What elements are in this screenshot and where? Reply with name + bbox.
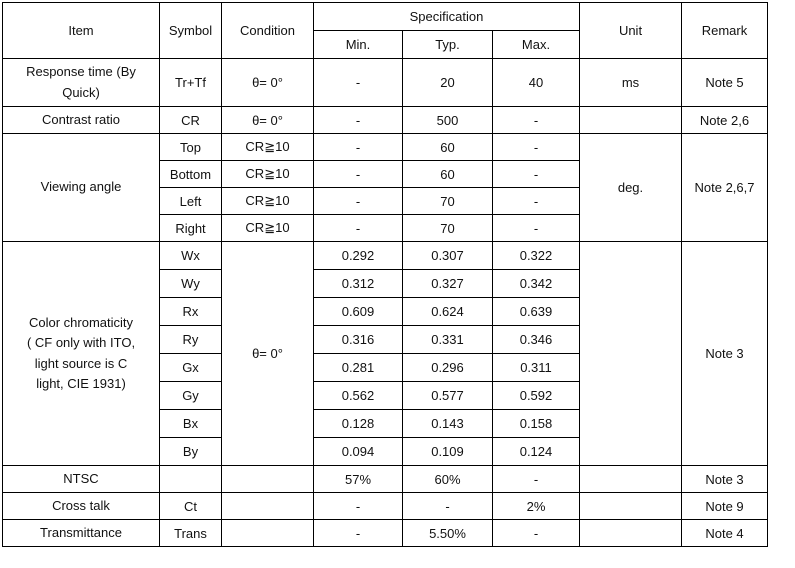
max-cell: 0.342 [493,270,580,298]
item-cell: Contrast ratio [3,107,160,134]
item-cell [3,59,160,107]
min-cell: - [314,134,403,161]
symbol-cell: Tr+Tf [160,59,222,107]
symbol-cell: CR [160,107,222,134]
typ-cell: 5.50% [403,520,493,547]
item-cell: Viewing angle [3,134,160,242]
item-label-line: ( CF only with ITO, [26,335,136,351]
typ-cell: 60 [403,134,493,161]
symbol-cell: Wx [160,242,222,270]
col-header-item: Item [3,3,160,59]
condition-cell: CR≧10 [222,188,314,215]
symbol-cell: Ry [160,326,222,354]
optical-spec-table [2,2,768,547]
symbol-cell: Ct [160,493,222,520]
symbol-cell: Trans [160,520,222,547]
col-header-min: Min. [314,31,403,59]
min-cell: - [314,188,403,215]
condition-cell: θ= 0° [222,107,314,134]
header-row-1 [3,3,768,31]
min-cell: - [314,59,403,107]
unit-cell [580,466,682,493]
table-row-response-time [3,59,768,107]
min-cell: 0.292 [314,242,403,270]
max-cell: - [493,134,580,161]
min-cell: - [314,493,403,520]
remark-cell: Note 4 [682,520,768,547]
symbol-cell: Top [160,134,222,161]
unit-cell [580,242,682,466]
condition-cell: CR≧10 [222,134,314,161]
remark-cell: Note 3 [682,242,768,466]
typ-cell: 0.624 [403,298,493,326]
min-cell: - [314,107,403,134]
typ-cell: 70 [403,188,493,215]
unit-cell [580,520,682,547]
symbol-cell: Gy [160,382,222,410]
symbol-cell: Bottom [160,161,222,188]
typ-cell: 0.307 [403,242,493,270]
min-cell: - [314,215,403,242]
unit-cell [580,493,682,520]
typ-cell: 0.327 [403,270,493,298]
min-cell: 0.562 [314,382,403,410]
min-cell: - [314,161,403,188]
min-cell: 57% [314,466,403,493]
min-cell: 0.094 [314,438,403,466]
typ-cell: 0.109 [403,438,493,466]
condition-cell [222,466,314,493]
typ-cell: 20 [403,59,493,107]
symbol-cell: Left [160,188,222,215]
condition-cell [222,520,314,547]
col-header-remark: Remark [682,3,768,59]
max-cell: 0.124 [493,438,580,466]
max-cell: 0.322 [493,242,580,270]
col-header-condition: Condition [222,3,314,59]
max-cell: 0.346 [493,326,580,354]
unit-cell: ms [580,59,682,107]
max-cell: - [493,215,580,242]
min-cell: - [314,520,403,547]
typ-cell: 0.577 [403,382,493,410]
item-cell: NTSC [3,466,160,493]
min-cell: 0.609 [314,298,403,326]
table-row-viewing-top [3,134,768,161]
min-cell: 0.128 [314,410,403,438]
item-label-line: Quick) [62,84,100,100]
item-cell: Transmittance [3,520,160,547]
item-cell [3,242,160,466]
min-cell: 0.281 [314,354,403,382]
remark-cell: Note 3 [682,466,768,493]
table-row-transmittance [3,520,768,547]
col-header-unit: Unit [580,3,682,59]
typ-cell: 0.143 [403,410,493,438]
unit-cell: deg. [580,134,682,242]
typ-cell: 0.296 [403,354,493,382]
condition-cell [222,493,314,520]
typ-cell: 70 [403,215,493,242]
remark-cell: Note 5 [682,59,768,107]
col-header-max: Max. [493,31,580,59]
max-cell: 0.311 [493,354,580,382]
symbol-cell: Gx [160,354,222,382]
max-cell: - [493,466,580,493]
item-label-line: light, CIE 1931) [36,375,126,391]
table-row-cross-talk [3,493,768,520]
typ-cell: 60% [403,466,493,493]
table-row-chroma-wx [3,242,768,270]
max-cell: - [493,188,580,215]
max-cell: 0.592 [493,382,580,410]
table-row-ntsc [3,466,768,493]
item-label-line: Response time (By [26,64,136,80]
condition-cell: θ= 0° [222,242,314,466]
min-cell: 0.316 [314,326,403,354]
symbol-cell: By [160,438,222,466]
symbol-cell: Bx [160,410,222,438]
symbol-cell: Rx [160,298,222,326]
typ-cell: 500 [403,107,493,134]
col-header-symbol: Symbol [160,3,222,59]
typ-cell: 0.331 [403,326,493,354]
max-cell: - [493,520,580,547]
condition-cell: θ= 0° [222,59,314,107]
remark-cell: Note 2,6 [682,107,768,134]
max-cell: 40 [493,59,580,107]
typ-cell: 60 [403,161,493,188]
min-cell: 0.312 [314,270,403,298]
max-cell: - [493,161,580,188]
item-cell: Cross talk [3,493,160,520]
max-cell: 0.158 [493,410,580,438]
remark-cell: Note 2,6,7 [682,134,768,242]
col-header-typ: Typ. [403,31,493,59]
condition-cell: CR≧10 [222,161,314,188]
unit-cell [580,107,682,134]
max-cell: - [493,107,580,134]
typ-cell: - [403,493,493,520]
remark-cell: Note 9 [682,493,768,520]
symbol-cell: Wy [160,270,222,298]
condition-cell: CR≧10 [222,215,314,242]
col-header-specification: Specification [314,3,580,31]
max-cell: 0.639 [493,298,580,326]
table-row-contrast-ratio [3,107,768,134]
item-label-line: light source is C [34,355,128,371]
max-cell: 2% [493,493,580,520]
item-label-line: Color chromaticity [28,315,134,331]
symbol-cell: Right [160,215,222,242]
symbol-cell [160,466,222,493]
